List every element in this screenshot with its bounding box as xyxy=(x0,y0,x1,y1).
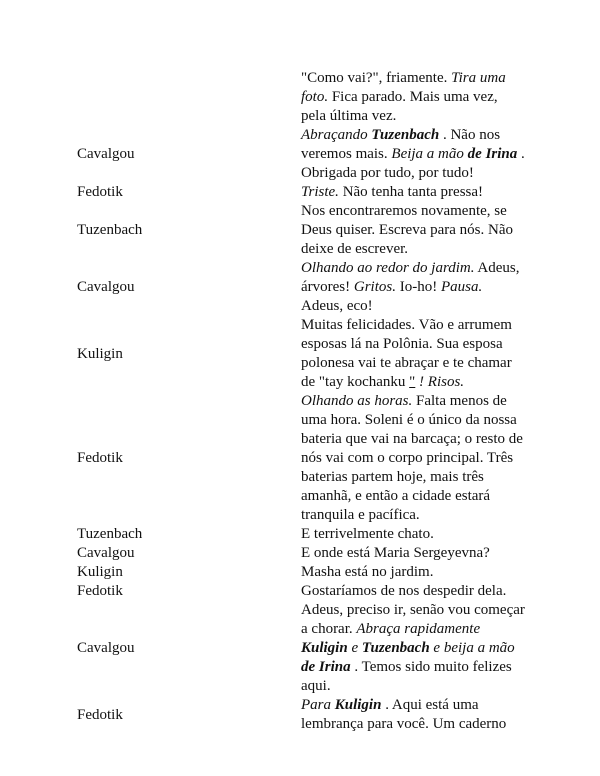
dialogue-line xyxy=(301,183,541,202)
dialogue-row xyxy=(0,259,600,316)
dialogue-line xyxy=(301,69,541,88)
line-segment: "Como vai?", friamente. xyxy=(301,70,452,86)
line-segment: Nos encontraremos novamente, se xyxy=(301,203,507,219)
line-segment: e beija a mão xyxy=(429,640,515,656)
line-segment: Muitas felicidades. Vão e arrumem xyxy=(301,317,512,333)
line-segment: E terrivelmente chato. xyxy=(301,526,434,542)
line-segment: amanhã, e então a cidade estará xyxy=(301,488,491,504)
dialogue-line xyxy=(301,259,541,278)
line-segment: Obrigada por tudo, por tudo! xyxy=(301,165,474,181)
line-segment: Fica parado. Mais uma vez, xyxy=(328,89,498,105)
dialogue-line xyxy=(301,430,541,449)
line-segment: Tira uma xyxy=(451,70,506,86)
speaker-name: Cavalgou xyxy=(77,279,135,295)
speaker-name: Tuzenbach xyxy=(77,222,143,238)
line-segment: Tuzenbach xyxy=(371,127,440,143)
dialogue-line xyxy=(301,696,541,715)
dialogue-row xyxy=(0,126,600,183)
dialogue-line xyxy=(301,88,541,107)
line-segment: Triste. xyxy=(301,184,339,200)
dialogue-line xyxy=(301,601,541,620)
dialogue-line xyxy=(301,278,541,297)
line-segment: uma hora. Soleni é o único da nossa xyxy=(301,412,517,428)
line-segment: Olhando as horas. xyxy=(301,393,413,409)
line-segment: nós vai com o corpo principal. Três xyxy=(301,450,514,466)
dialogue-row xyxy=(0,696,600,734)
dialogue-line xyxy=(301,202,541,221)
line-segment: tranquila e pacífica. xyxy=(301,507,420,523)
dialogue-line xyxy=(301,620,541,639)
dialogue-row xyxy=(0,392,600,525)
speaker-name: Kuligin xyxy=(77,345,123,362)
speaker-name: Fedotik xyxy=(77,706,123,723)
line-segment: deixe de escrever. xyxy=(301,241,409,257)
line-segment: lembrança para você. Um caderno xyxy=(301,716,507,732)
line-segment: Falta menos de xyxy=(412,393,507,409)
dialogue-line xyxy=(301,639,541,658)
line-segment: . Temos sido muito felizes xyxy=(350,659,512,675)
dialogue-line xyxy=(301,335,541,354)
line-segment: ! Risos. xyxy=(415,374,465,390)
speaker-name: Cavalgou xyxy=(77,146,135,162)
line-segment: esposas lá na Polônia. Sua esposa xyxy=(301,336,503,352)
speaker-name: Fedotik xyxy=(77,450,123,466)
dialogue-line xyxy=(301,411,541,430)
dialogue-line xyxy=(301,126,541,145)
dialogue-line xyxy=(301,677,541,696)
line-segment: Não tenha tanta pressa! xyxy=(338,184,484,200)
line-segment: e xyxy=(347,640,362,656)
line-segment: . Não nos xyxy=(439,127,501,143)
line-segment: Gritos. xyxy=(353,279,396,295)
line-segment: Olhando ao redor do jardim. xyxy=(301,260,475,276)
line-segment: Deus quiser. Escreva para nós. Não xyxy=(301,222,514,238)
line-segment: Pausa. xyxy=(440,279,483,295)
line-segment: bateria que vai na barcaça; o resto de xyxy=(301,431,523,447)
dialogue-line xyxy=(301,316,541,335)
dialogue-line xyxy=(301,544,541,563)
dialogue-line xyxy=(301,145,541,164)
speaker-name: Cavalgou xyxy=(77,545,135,561)
line-segment: aqui. xyxy=(301,678,331,694)
line-segment: Kuligin xyxy=(334,697,382,713)
dialogue-line xyxy=(301,658,541,677)
dialogue-line xyxy=(301,582,541,601)
dialogue-line xyxy=(301,563,541,582)
line-segment: árvores! xyxy=(301,279,354,295)
line-segment: de Irina xyxy=(467,146,518,162)
dialogue-line xyxy=(301,354,541,373)
dialogue-line xyxy=(301,107,541,126)
line-segment: baterias partem hoje, mais três xyxy=(301,469,484,485)
line-segment: Io-ho! xyxy=(395,279,441,295)
dialogue-row xyxy=(0,544,600,563)
dialogue-row xyxy=(0,202,600,259)
line-segment: Abraça rapidamente xyxy=(356,621,481,637)
speaker-name: Fedotik xyxy=(77,184,123,200)
line-segment: Adeus, eco! xyxy=(301,298,373,314)
dialogue-line xyxy=(301,715,541,734)
dialogue-line xyxy=(301,221,541,240)
dialogue-row xyxy=(0,183,600,202)
line-segment: . Aqui está uma xyxy=(381,697,479,713)
dialogue-row xyxy=(0,316,600,392)
dialogue-line xyxy=(301,373,541,392)
dialogue-row xyxy=(0,601,600,696)
speaker-name: Fedotik xyxy=(77,583,123,599)
line-segment: foto. xyxy=(301,89,329,105)
line-segment: Adeus, preciso ir, senão vou começar xyxy=(301,602,525,618)
dialogue-row xyxy=(0,525,600,544)
dialogue-line xyxy=(301,164,541,183)
line-segment: Abraçando xyxy=(301,127,372,143)
line-segment: Adeus, xyxy=(474,260,520,276)
line-segment: Tuzenbach xyxy=(361,640,430,656)
dialogue-line xyxy=(301,297,541,316)
line-segment: a chorar. xyxy=(301,621,357,637)
line-segment: de "tay kochanku xyxy=(301,374,410,390)
speaker-name: Kuligin xyxy=(77,564,123,580)
dialogue-line xyxy=(301,468,541,487)
speaker-name: Cavalgou xyxy=(77,640,135,656)
line-segment: Kuligin xyxy=(301,640,348,656)
line-segment: Para xyxy=(301,697,335,713)
line-segment: Masha está no jardim. xyxy=(301,564,434,580)
line-segment: . xyxy=(517,146,525,162)
dialogue-line xyxy=(301,392,541,411)
dialogue-line xyxy=(301,240,541,259)
line-segment: Beija a mão xyxy=(391,146,468,162)
line-segment: pela última vez. xyxy=(301,108,397,124)
dialogue-row xyxy=(0,69,600,126)
dialogue-row xyxy=(0,563,600,582)
dialogue-line xyxy=(301,525,541,544)
dialogue-row xyxy=(0,582,600,601)
line-segment: polonesa vai te abraçar e te chamar xyxy=(301,355,512,371)
line-segment: E onde está Maria Sergeyevna? xyxy=(301,545,490,561)
speaker-name: Tuzenbach xyxy=(77,526,143,542)
dialogue-line xyxy=(301,449,541,468)
line-segment: de Irina xyxy=(301,659,351,675)
line-segment: Gostaríamos de nos despedir dela. xyxy=(301,583,507,599)
line-segment: veremos mais. xyxy=(301,146,392,162)
line-segment: " xyxy=(409,374,416,390)
dialogue-line xyxy=(301,506,541,525)
dialogue-line xyxy=(301,487,541,506)
